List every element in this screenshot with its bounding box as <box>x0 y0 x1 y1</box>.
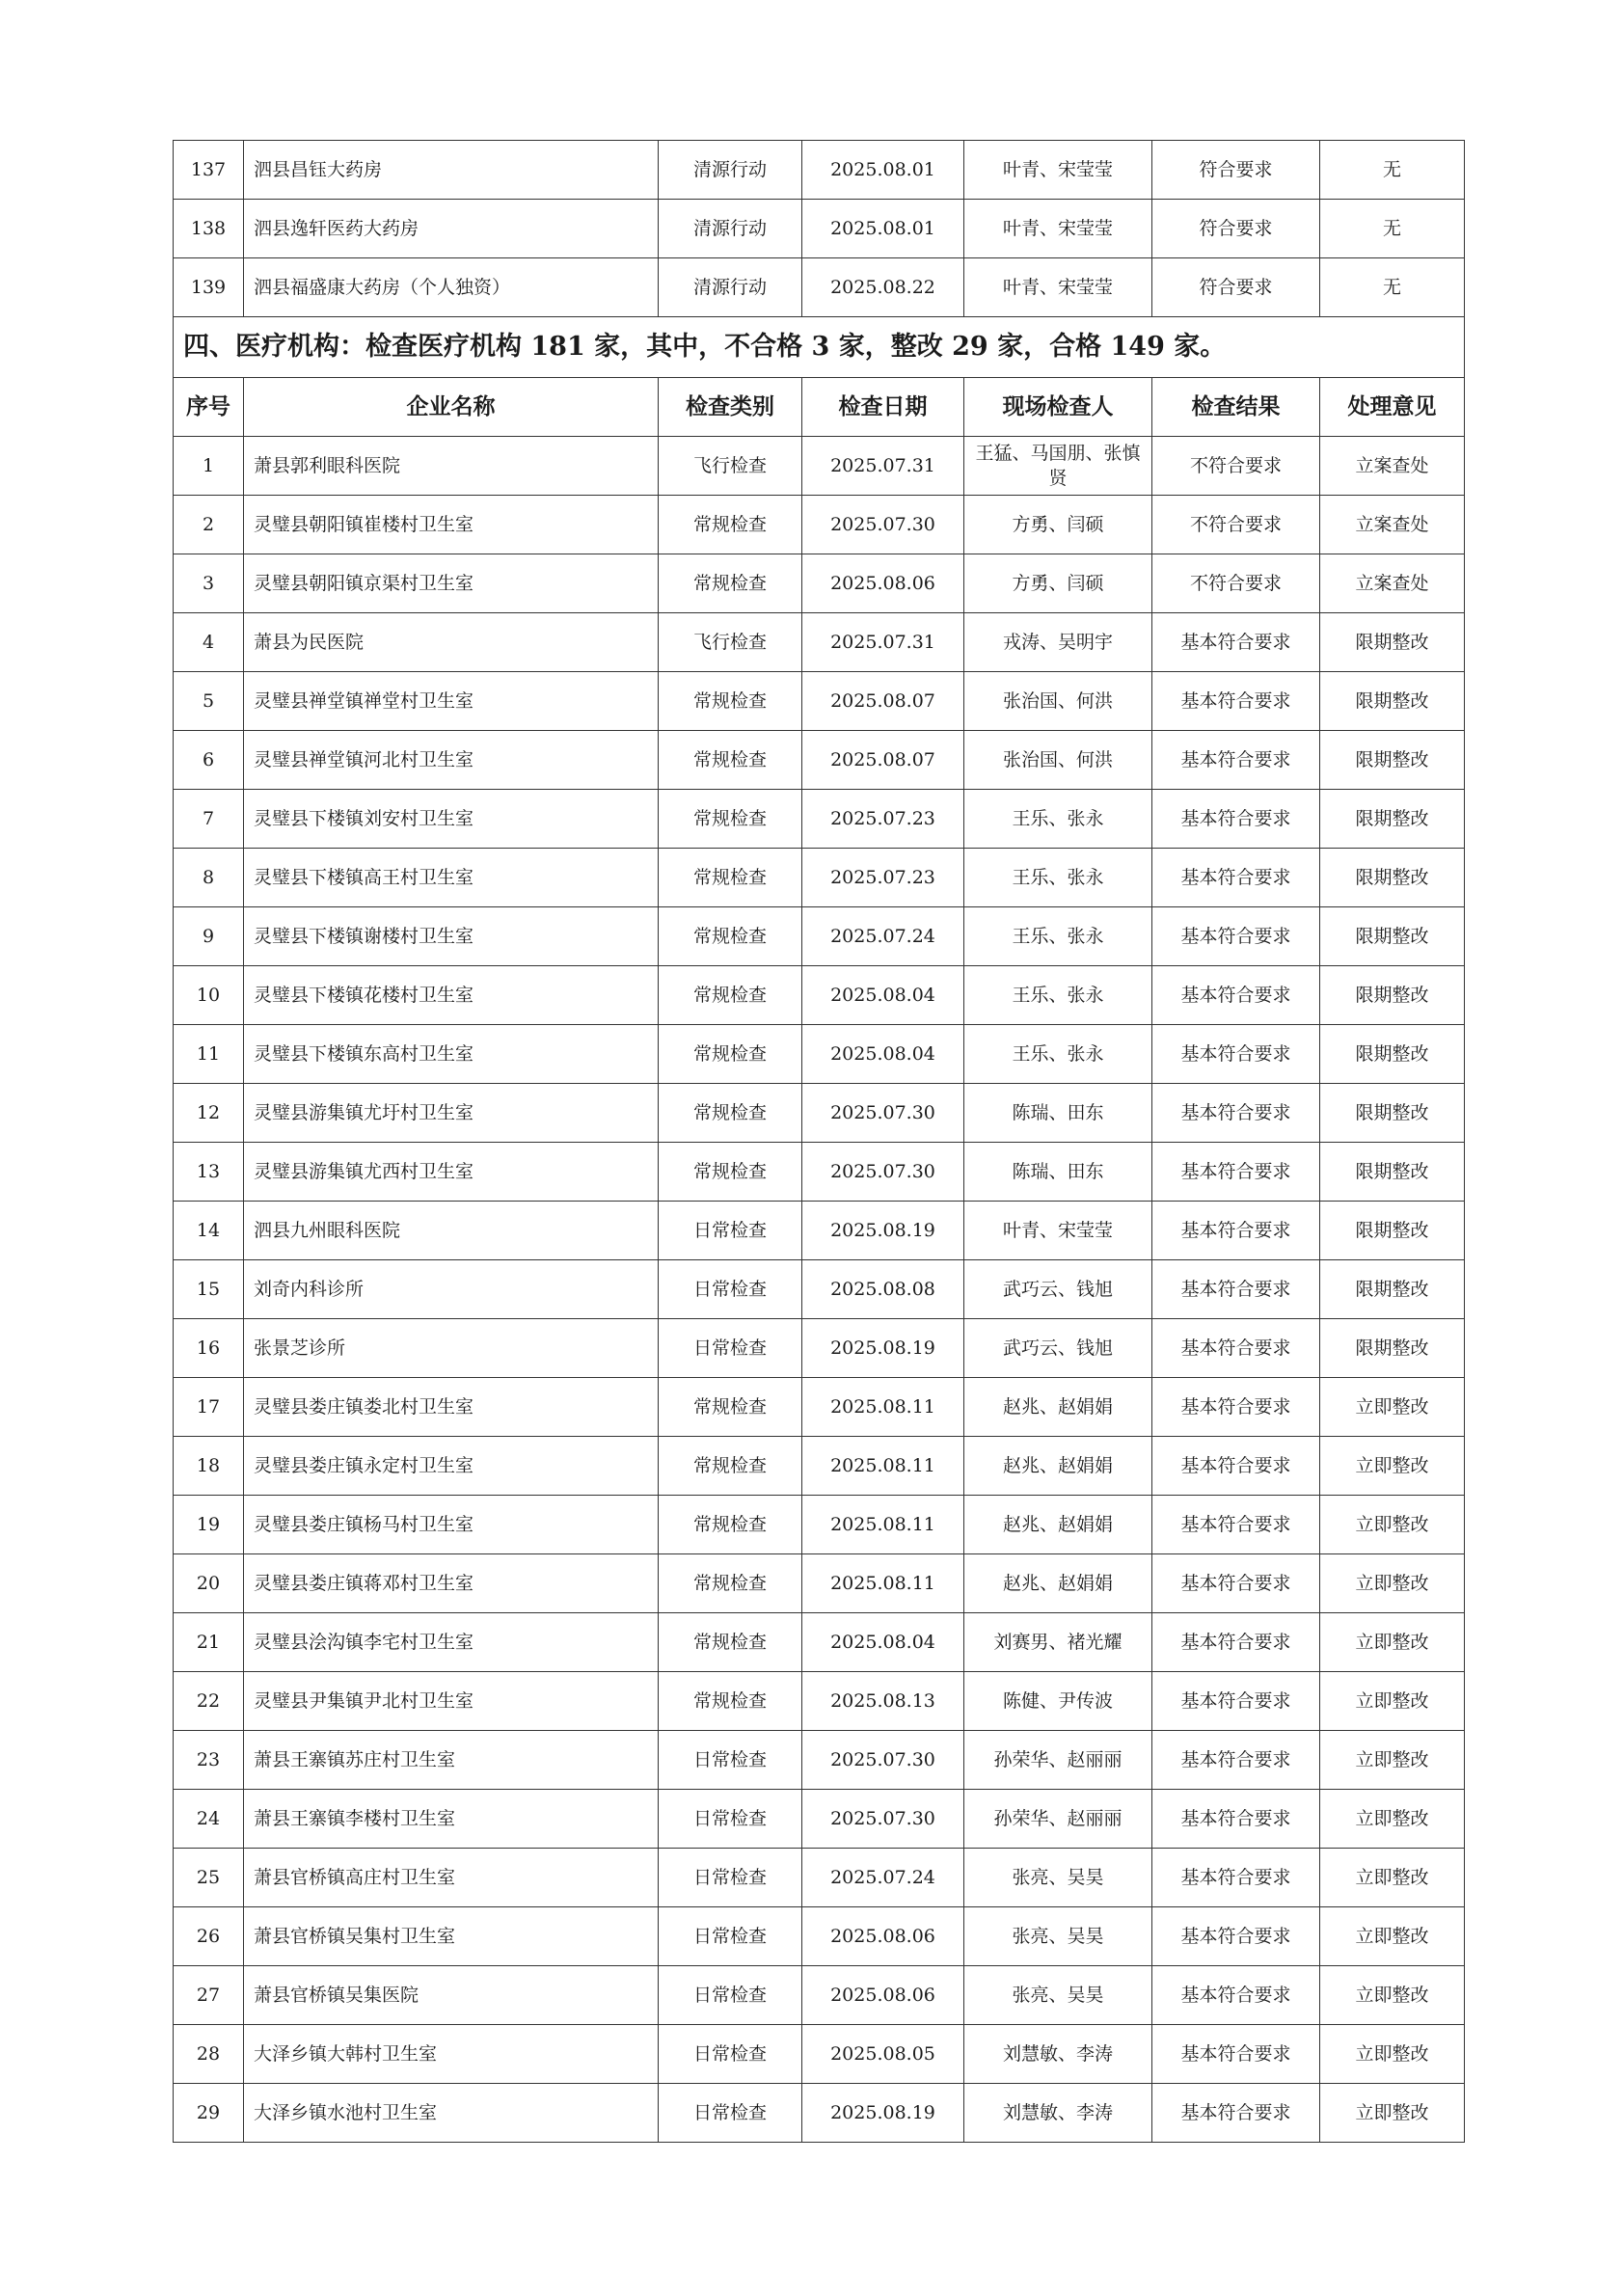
enterprise-name: 萧县王寨镇苏庄村卫生室 <box>244 1731 659 1790</box>
table-row <box>174 1790 1465 1849</box>
handling-opinion: 限期整改 <box>1320 731 1465 790</box>
table-row <box>174 1613 1465 1672</box>
table-row <box>174 2084 1465 2143</box>
inspection-date: 2025.08.08 <box>802 1260 964 1319</box>
enterprise-name: 泗县昌钰大药房 <box>244 141 659 200</box>
enterprise-name: 灵璧县下楼镇花楼村卫生室 <box>244 966 659 1025</box>
row-number: 19 <box>174 1496 244 1554</box>
inspection-result: 基本符合要求 <box>1152 1790 1320 1849</box>
handling-opinion: 限期整改 <box>1320 1084 1465 1143</box>
inspection-result: 不符合要求 <box>1152 554 1320 613</box>
inspection-result: 符合要求 <box>1152 200 1320 258</box>
inspection-type: 日常检查 <box>659 2025 802 2084</box>
inspection-date: 2025.08.06 <box>802 554 964 613</box>
inspection-date: 2025.08.04 <box>802 1613 964 1672</box>
enterprise-name: 刘奇内科诊所 <box>244 1260 659 1319</box>
handling-opinion: 立即整改 <box>1320 2084 1465 2143</box>
row-number: 15 <box>174 1260 244 1319</box>
table-row <box>174 790 1465 849</box>
row-number: 137 <box>174 141 244 200</box>
row-number: 138 <box>174 200 244 258</box>
header-no: 序号 <box>174 378 244 437</box>
enterprise-name: 泗县九州眼科医院 <box>244 1202 659 1260</box>
row-number: 27 <box>174 1966 244 2025</box>
inspection-result: 基本符合要求 <box>1152 613 1320 672</box>
table-row <box>174 258 1465 317</box>
handling-opinion: 立案查处 <box>1320 496 1465 554</box>
inspection-result: 基本符合要求 <box>1152 966 1320 1025</box>
inspectors: 叶青、宋莹莹 <box>964 258 1152 317</box>
handling-opinion: 限期整改 <box>1320 1260 1465 1319</box>
inspectors: 王猛、马国朋、张慎贤 <box>964 437 1152 496</box>
inspectors: 刘慧敏、李涛 <box>964 2025 1152 2084</box>
row-number: 24 <box>174 1790 244 1849</box>
row-number: 5 <box>174 672 244 731</box>
inspection-type: 常规检查 <box>659 1613 802 1672</box>
inspectors: 王乐、张永 <box>964 790 1152 849</box>
header-type: 检查类别 <box>659 378 802 437</box>
row-number: 16 <box>174 1319 244 1378</box>
row-number: 25 <box>174 1849 244 1907</box>
handling-opinion: 限期整改 <box>1320 1202 1465 1260</box>
inspection-result: 基本符合要求 <box>1152 1849 1320 1907</box>
inspection-date: 2025.08.07 <box>802 731 964 790</box>
handling-opinion: 限期整改 <box>1320 613 1465 672</box>
enterprise-name: 大泽乡镇大韩村卫生室 <box>244 2025 659 2084</box>
enterprise-name: 灵璧县禅堂镇河北村卫生室 <box>244 731 659 790</box>
inspectors: 张亮、吴昊 <box>964 1907 1152 1966</box>
handling-opinion: 限期整改 <box>1320 672 1465 731</box>
inspectors: 王乐、张永 <box>964 1025 1152 1084</box>
row-number: 1 <box>174 437 244 496</box>
inspectors: 王乐、张永 <box>964 849 1152 907</box>
enterprise-name: 张景芝诊所 <box>244 1319 659 1378</box>
row-number: 26 <box>174 1907 244 1966</box>
table-row <box>174 1143 1465 1202</box>
handling-opinion: 无 <box>1320 141 1465 200</box>
row-number: 9 <box>174 907 244 966</box>
enterprise-name: 萧县官桥镇高庄村卫生室 <box>244 1849 659 1907</box>
inspectors: 赵兆、赵娟娟 <box>964 1496 1152 1554</box>
inspectors: 武巧云、钱旭 <box>964 1260 1152 1319</box>
inspection-type: 清源行动 <box>659 258 802 317</box>
inspection-type: 常规检查 <box>659 849 802 907</box>
enterprise-name: 灵璧县朝阳镇京渠村卫生室 <box>244 554 659 613</box>
inspection-type: 日常检查 <box>659 1319 802 1378</box>
section-title: 四、医疗机构：检查医疗机构 181 家，其中，不合格 3 家，整改 29 家，合格 149 家。 <box>174 317 1465 378</box>
inspection-date: 2025.08.06 <box>802 1907 964 1966</box>
inspectors: 孙荣华、赵丽丽 <box>964 1790 1152 1849</box>
inspectors: 武巧云、钱旭 <box>964 1319 1152 1378</box>
table-row <box>174 2025 1465 2084</box>
inspection-date: 2025.07.24 <box>802 1849 964 1907</box>
table-row <box>174 1260 1465 1319</box>
inspection-date: 2025.07.30 <box>802 1084 964 1143</box>
inspection-type: 常规检查 <box>659 907 802 966</box>
inspection-date: 2025.08.19 <box>802 1202 964 1260</box>
table-row <box>174 613 1465 672</box>
inspectors: 叶青、宋莹莹 <box>964 200 1152 258</box>
inspectors: 刘赛男、褚光耀 <box>964 1613 1152 1672</box>
handling-opinion: 立即整改 <box>1320 1731 1465 1790</box>
inspection-date: 2025.08.04 <box>802 966 964 1025</box>
table-row <box>174 1319 1465 1378</box>
handling-opinion: 立即整改 <box>1320 1496 1465 1554</box>
inspection-date: 2025.07.23 <box>802 849 964 907</box>
row-number: 17 <box>174 1378 244 1437</box>
inspection-type: 日常检查 <box>659 1260 802 1319</box>
inspection-type: 日常检查 <box>659 1849 802 1907</box>
inspection-date: 2025.07.23 <box>802 790 964 849</box>
inspection-table <box>173 140 1465 2143</box>
inspection-result: 基本符合要求 <box>1152 2025 1320 2084</box>
inspection-result: 基本符合要求 <box>1152 1319 1320 1378</box>
inspection-type: 日常检查 <box>659 1966 802 2025</box>
enterprise-name: 大泽乡镇水池村卫生室 <box>244 2084 659 2143</box>
table-row <box>174 1849 1465 1907</box>
enterprise-name: 灵璧县娄庄镇杨马村卫生室 <box>244 1496 659 1554</box>
enterprise-name: 灵璧县禅堂镇禅堂村卫生室 <box>244 672 659 731</box>
row-number: 7 <box>174 790 244 849</box>
inspection-date: 2025.08.01 <box>802 200 964 258</box>
enterprise-name: 灵璧县娄庄镇蒋邓村卫生室 <box>244 1554 659 1613</box>
header-row <box>174 378 1465 437</box>
enterprise-name: 灵璧县浍沟镇李宅村卫生室 <box>244 1613 659 1672</box>
inspectors: 方勇、闫硕 <box>964 554 1152 613</box>
table-row <box>174 141 1465 200</box>
inspection-type: 日常检查 <box>659 1790 802 1849</box>
inspection-date: 2025.08.11 <box>802 1437 964 1496</box>
inspection-result: 基本符合要求 <box>1152 672 1320 731</box>
handling-opinion: 立即整改 <box>1320 1554 1465 1613</box>
inspection-result: 基本符合要求 <box>1152 1907 1320 1966</box>
inspection-result: 基本符合要求 <box>1152 1672 1320 1731</box>
inspection-type: 清源行动 <box>659 141 802 200</box>
row-number: 29 <box>174 2084 244 2143</box>
inspection-date: 2025.08.13 <box>802 1672 964 1731</box>
medical-institution-rows <box>174 437 1465 2143</box>
inspection-result: 符合要求 <box>1152 258 1320 317</box>
pharmacy-rows <box>174 141 1465 317</box>
table-row <box>174 1084 1465 1143</box>
inspectors: 叶青、宋莹莹 <box>964 141 1152 200</box>
row-number: 4 <box>174 613 244 672</box>
inspectors: 陈健、尹传波 <box>964 1672 1152 1731</box>
inspection-type: 常规检查 <box>659 731 802 790</box>
header-result: 检查结果 <box>1152 378 1320 437</box>
handling-opinion: 立即整改 <box>1320 1907 1465 1966</box>
row-number: 21 <box>174 1613 244 1672</box>
table-row <box>174 1437 1465 1496</box>
inspection-date: 2025.07.31 <box>802 613 964 672</box>
enterprise-name: 灵璧县下楼镇谢楼村卫生室 <box>244 907 659 966</box>
inspection-type: 常规检查 <box>659 1554 802 1613</box>
inspection-type: 常规检查 <box>659 966 802 1025</box>
header-name: 企业名称 <box>244 378 659 437</box>
enterprise-name: 萧县王寨镇李楼村卫生室 <box>244 1790 659 1849</box>
table-row <box>174 1554 1465 1613</box>
inspection-result: 基本符合要求 <box>1152 1554 1320 1613</box>
handling-opinion: 限期整改 <box>1320 1319 1465 1378</box>
inspectors: 陈瑞、田东 <box>964 1084 1152 1143</box>
inspection-date: 2025.08.11 <box>802 1378 964 1437</box>
table-row <box>174 1202 1465 1260</box>
inspection-result: 基本符合要求 <box>1152 1202 1320 1260</box>
enterprise-name: 萧县官桥镇吴集医院 <box>244 1966 659 2025</box>
inspection-result: 基本符合要求 <box>1152 1613 1320 1672</box>
inspection-date: 2025.08.05 <box>802 2025 964 2084</box>
inspection-type: 常规检查 <box>659 1672 802 1731</box>
inspection-type: 常规检查 <box>659 554 802 613</box>
inspection-date: 2025.07.30 <box>802 496 964 554</box>
inspection-result: 符合要求 <box>1152 141 1320 200</box>
inspectors: 王乐、张永 <box>964 966 1152 1025</box>
inspection-type: 常规检查 <box>659 1143 802 1202</box>
inspectors: 张治国、何洪 <box>964 672 1152 731</box>
inspectors: 赵兆、赵娟娟 <box>964 1554 1152 1613</box>
handling-opinion: 限期整改 <box>1320 907 1465 966</box>
inspection-type: 飞行检查 <box>659 437 802 496</box>
inspection-type: 日常检查 <box>659 1907 802 1966</box>
handling-opinion: 立即整改 <box>1320 1437 1465 1496</box>
inspection-date: 2025.08.04 <box>802 1025 964 1084</box>
inspection-result: 不符合要求 <box>1152 437 1320 496</box>
table-row <box>174 966 1465 1025</box>
enterprise-name: 灵璧县游集镇尤圩村卫生室 <box>244 1084 659 1143</box>
handling-opinion: 立即整改 <box>1320 2025 1465 2084</box>
inspectors: 王乐、张永 <box>964 907 1152 966</box>
table-row <box>174 1025 1465 1084</box>
header-people: 现场检查人 <box>964 378 1152 437</box>
inspection-type: 常规检查 <box>659 496 802 554</box>
table-row <box>174 554 1465 613</box>
handling-opinion: 无 <box>1320 258 1465 317</box>
inspection-date: 2025.07.30 <box>802 1790 964 1849</box>
table-row <box>174 672 1465 731</box>
inspection-date: 2025.08.11 <box>802 1496 964 1554</box>
handling-opinion: 限期整改 <box>1320 1025 1465 1084</box>
enterprise-name: 灵璧县下楼镇东高村卫生室 <box>244 1025 659 1084</box>
table-row <box>174 1378 1465 1437</box>
handling-opinion: 立即整改 <box>1320 1966 1465 2025</box>
table-row <box>174 437 1465 496</box>
inspection-result: 基本符合要求 <box>1152 2084 1320 2143</box>
inspection-result: 基本符合要求 <box>1152 849 1320 907</box>
inspection-date: 2025.07.30 <box>802 1143 964 1202</box>
enterprise-name: 灵璧县下楼镇刘安村卫生室 <box>244 790 659 849</box>
inspection-type: 常规检查 <box>659 1378 802 1437</box>
row-number: 18 <box>174 1437 244 1496</box>
enterprise-name: 萧县郭利眼科医院 <box>244 437 659 496</box>
inspectors: 叶青、宋莹莹 <box>964 1202 1152 1260</box>
row-number: 6 <box>174 731 244 790</box>
handling-opinion: 立即整改 <box>1320 1790 1465 1849</box>
inspectors: 张亮、吴昊 <box>964 1966 1152 2025</box>
row-number: 13 <box>174 1143 244 1202</box>
row-number: 10 <box>174 966 244 1025</box>
row-number: 2 <box>174 496 244 554</box>
inspection-result: 基本符合要求 <box>1152 1378 1320 1437</box>
inspection-type: 清源行动 <box>659 200 802 258</box>
header-date: 检查日期 <box>802 378 964 437</box>
inspection-result: 基本符合要求 <box>1152 1260 1320 1319</box>
table-row <box>174 1496 1465 1554</box>
inspectors: 陈瑞、田东 <box>964 1143 1152 1202</box>
enterprise-name: 灵璧县尹集镇尹北村卫生室 <box>244 1672 659 1731</box>
enterprise-name: 泗县福盛康大药房（个人独资） <box>244 258 659 317</box>
inspection-type: 飞行检查 <box>659 613 802 672</box>
row-number: 139 <box>174 258 244 317</box>
enterprise-name: 灵璧县朝阳镇崔楼村卫生室 <box>244 496 659 554</box>
row-number: 20 <box>174 1554 244 1613</box>
inspectors: 孙荣华、赵丽丽 <box>964 1731 1152 1790</box>
inspection-type: 常规检查 <box>659 1084 802 1143</box>
inspection-result: 基本符合要求 <box>1152 1731 1320 1790</box>
enterprise-name: 萧县官桥镇吴集村卫生室 <box>244 1907 659 1966</box>
row-number: 12 <box>174 1084 244 1143</box>
table-row <box>174 496 1465 554</box>
handling-opinion: 限期整改 <box>1320 849 1465 907</box>
inspection-type: 常规检查 <box>659 790 802 849</box>
handling-opinion: 立案查处 <box>1320 437 1465 496</box>
inspection-date: 2025.08.19 <box>802 2084 964 2143</box>
table-row <box>174 200 1465 258</box>
inspection-result: 基本符合要求 <box>1152 1084 1320 1143</box>
row-number: 28 <box>174 2025 244 2084</box>
section-row <box>174 317 1465 378</box>
inspection-type: 常规检查 <box>659 1025 802 1084</box>
inspection-date: 2025.08.19 <box>802 1319 964 1378</box>
row-number: 8 <box>174 849 244 907</box>
row-number: 22 <box>174 1672 244 1731</box>
inspection-type: 常规检查 <box>659 1496 802 1554</box>
inspection-date: 2025.07.30 <box>802 1731 964 1790</box>
table-row <box>174 1731 1465 1790</box>
inspection-date: 2025.07.31 <box>802 437 964 496</box>
inspection-date: 2025.08.07 <box>802 672 964 731</box>
enterprise-name: 灵璧县娄庄镇娄北村卫生室 <box>244 1378 659 1437</box>
row-number: 3 <box>174 554 244 613</box>
inspectors: 张治国、何洪 <box>964 731 1152 790</box>
enterprise-name: 泗县逸轩医药大药房 <box>244 200 659 258</box>
table-row <box>174 731 1465 790</box>
handling-opinion: 立即整改 <box>1320 1378 1465 1437</box>
enterprise-name: 萧县为民医院 <box>244 613 659 672</box>
table-row <box>174 1907 1465 1966</box>
inspection-result: 基本符合要求 <box>1152 907 1320 966</box>
inspection-date: 2025.08.11 <box>802 1554 964 1613</box>
inspection-date: 2025.08.06 <box>802 1966 964 2025</box>
inspectors: 张亮、吴昊 <box>964 1849 1152 1907</box>
inspectors: 赵兆、赵娟娟 <box>964 1378 1152 1437</box>
handling-opinion: 立即整改 <box>1320 1672 1465 1731</box>
table-row <box>174 1672 1465 1731</box>
handling-opinion: 限期整改 <box>1320 1143 1465 1202</box>
row-number: 11 <box>174 1025 244 1084</box>
inspection-date: 2025.08.01 <box>802 141 964 200</box>
inspection-result: 基本符合要求 <box>1152 790 1320 849</box>
header-action: 处理意见 <box>1320 378 1465 437</box>
inspection-type: 日常检查 <box>659 2084 802 2143</box>
inspectors: 赵兆、赵娟娟 <box>964 1437 1152 1496</box>
inspection-result: 基本符合要求 <box>1152 1966 1320 2025</box>
table-row <box>174 849 1465 907</box>
enterprise-name: 灵璧县下楼镇高王村卫生室 <box>244 849 659 907</box>
inspection-result: 基本符合要求 <box>1152 1496 1320 1554</box>
table-row <box>174 1966 1465 2025</box>
row-number: 14 <box>174 1202 244 1260</box>
inspection-type: 日常检查 <box>659 1731 802 1790</box>
enterprise-name: 灵璧县娄庄镇永定村卫生室 <box>244 1437 659 1496</box>
inspection-date: 2025.08.22 <box>802 258 964 317</box>
inspection-result: 基本符合要求 <box>1152 731 1320 790</box>
inspection-date: 2025.07.24 <box>802 907 964 966</box>
enterprise-name: 灵璧县游集镇尤西村卫生室 <box>244 1143 659 1202</box>
handling-opinion: 立即整改 <box>1320 1613 1465 1672</box>
inspection-result: 基本符合要求 <box>1152 1025 1320 1084</box>
handling-opinion: 立案查处 <box>1320 554 1465 613</box>
inspection-type: 日常检查 <box>659 1202 802 1260</box>
handling-opinion: 限期整改 <box>1320 790 1465 849</box>
inspection-type: 常规检查 <box>659 1437 802 1496</box>
row-number: 23 <box>174 1731 244 1790</box>
inspection-result: 不符合要求 <box>1152 496 1320 554</box>
inspection-type: 常规检查 <box>659 672 802 731</box>
inspectors: 刘慧敏、李涛 <box>964 2084 1152 2143</box>
inspection-result: 基本符合要求 <box>1152 1143 1320 1202</box>
inspectors: 方勇、闫硕 <box>964 496 1152 554</box>
handling-opinion: 限期整改 <box>1320 966 1465 1025</box>
inspection-result: 基本符合要求 <box>1152 1437 1320 1496</box>
inspectors: 戎涛、吴明宇 <box>964 613 1152 672</box>
table-row <box>174 907 1465 966</box>
handling-opinion: 无 <box>1320 200 1465 258</box>
handling-opinion: 立即整改 <box>1320 1849 1465 1907</box>
